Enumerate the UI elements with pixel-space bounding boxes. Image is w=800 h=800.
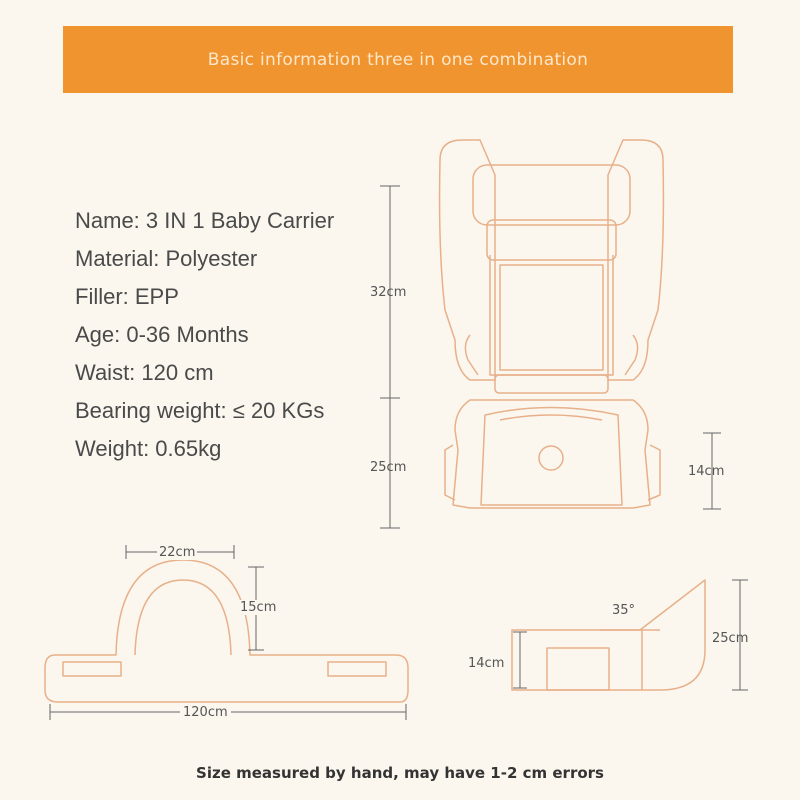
dim-seat-height: 25cm	[712, 631, 749, 646]
dim-belt-arch-width: 22cm	[159, 545, 196, 560]
banner-title: Basic information three in one combination	[207, 49, 589, 70]
spec-name: Name: 3 IN 1 Baby Carrier	[75, 208, 335, 233]
waist-belt-illustration	[45, 560, 408, 702]
dim-lower-height: 25cm	[370, 460, 407, 475]
spec-age: Age: 0-36 Months	[75, 322, 249, 347]
footer-note: Size measured by hand, may have 1-2 cm errors	[196, 764, 604, 782]
dim-seat-depth: 14cm	[468, 656, 505, 671]
spec-bearing-weight: Bearing weight: ≤ 20 KGs	[75, 398, 325, 423]
dim-upper-height: 32cm	[370, 285, 407, 300]
carrier-front-illustration	[440, 140, 664, 508]
spec-weight: Weight: 0.65kg	[75, 436, 222, 461]
spec-waist: Waist: 120 cm	[75, 360, 214, 385]
dim-seat-side: 14cm	[688, 464, 725, 479]
spec-material: Material: Polyester	[75, 246, 258, 271]
dim-belt-arch-height: 15cm	[240, 600, 277, 615]
spec-filler: Filler: EPP	[75, 284, 179, 309]
dim-seat-angle: 35°	[612, 603, 636, 618]
dim-belt-length: 120cm	[180, 705, 231, 720]
seat-side-illustration	[512, 580, 705, 690]
